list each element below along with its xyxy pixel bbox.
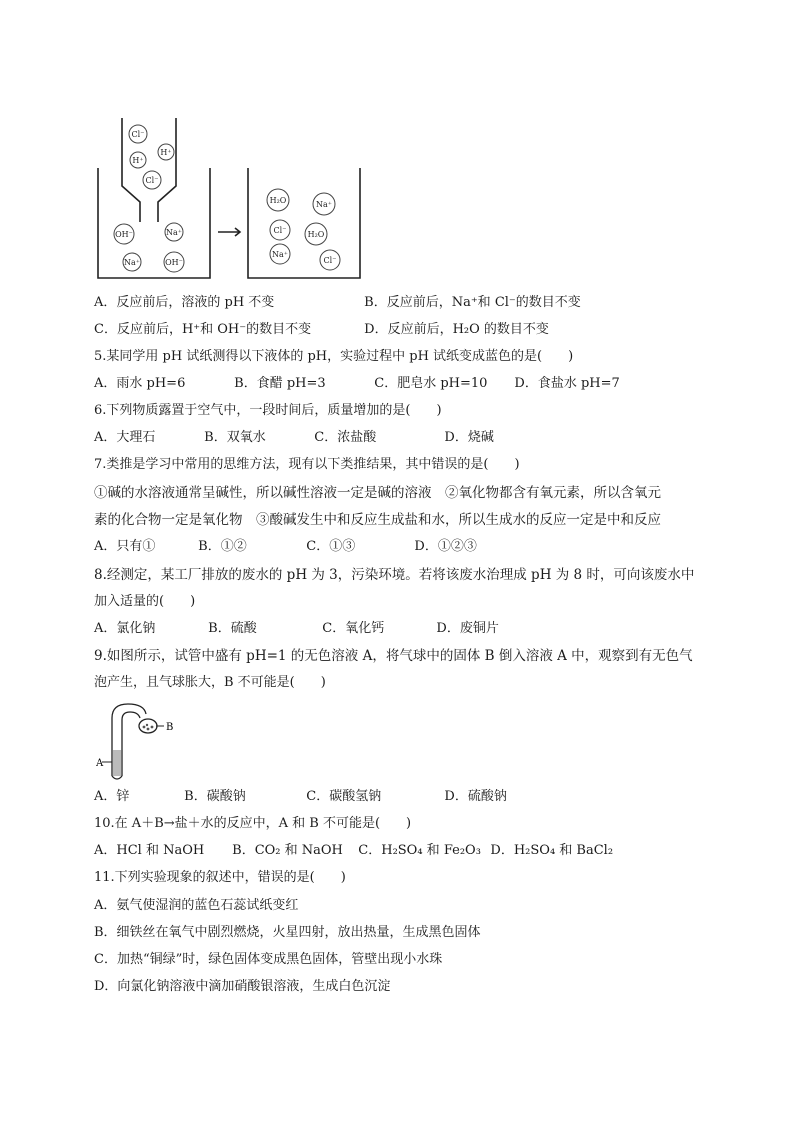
dropper — [122, 118, 176, 222]
ion-label: OH⁻ — [115, 230, 133, 239]
q9-option-d: D．硫酸钠 — [444, 789, 507, 804]
q5-option-d: D．食盐水 pH=7 — [514, 376, 620, 391]
q4-options-row2 — [94, 321, 549, 339]
ion-label: Cl⁻ — [273, 226, 287, 235]
q4-option-d: D．反应前后，H₂O 的数目不变 — [364, 322, 549, 337]
ion-label: Na⁺ — [166, 228, 182, 237]
q8-stem-line1: 8.经测定，某工厂排放的废水的 pH 为 3，污染环境。若将该废水治理成 pH 为 8 时，可向该废水中 — [94, 567, 695, 583]
label-a: A — [96, 758, 104, 769]
ion-label: H₂O — [269, 196, 287, 205]
q7-stem: 7.类推是学习中常用的思维方法，现有以下类推结果，其中错误的是( ) — [94, 457, 520, 472]
q10-option-b: B．CO₂ 和 NaOH — [232, 843, 343, 858]
q7-option-a: A．只有① — [94, 539, 156, 554]
q6-option-b: B．双氧水 — [204, 430, 266, 445]
ion-label: Cl⁻ — [131, 130, 145, 139]
q9-option-b: B．碳酸钠 — [184, 789, 246, 804]
q5-stem: 5.某同学用 pH 试纸测得以下液体的 pH，实验过程中 pH 试纸变成蓝色的是( ) — [94, 349, 574, 364]
q7-options — [94, 538, 477, 556]
q5-option-b: B．食醋 pH=3 — [234, 376, 326, 391]
q9-stem-line1: 9.如图所示，试管中盛有 pH=1 的无色溶液 A，将气球中的固体 B 倒入溶液 A 中，观察到有无色气 — [94, 648, 693, 664]
q9-option-c: C．碳酸氢钠 — [306, 789, 382, 804]
q6-options — [94, 429, 494, 447]
q11-option-c: C．加热“铜绿”时，绿色固体变成黑色固体，管壁出现小水珠 — [94, 952, 443, 967]
q6-option-c: C．浓盐酸 — [314, 430, 377, 445]
q7-option-c: C．①③ — [306, 539, 356, 554]
q11-option-d: D．向氯化钠溶液中滴加硝酸银溶液，生成白色沉淀 — [94, 979, 391, 994]
test-tube-bottom — [112, 776, 122, 779]
q10-option-c: C．H₂SO₄ 和 Fe₂O₃ — [358, 843, 481, 858]
ion-label: Na⁺ — [272, 250, 288, 259]
q6-stem: 6.下列物质露置于空气中，一段时间后，质量增加的是( ) — [94, 403, 442, 418]
q7-option-b: B．①② — [198, 539, 247, 554]
q10-option-d: D．H₂SO₄ 和 BaCl₂ — [490, 843, 614, 858]
q5-options — [94, 375, 620, 393]
q10-option-a: A．HCl 和 NaOH — [94, 843, 205, 858]
q9-stem-line2: 泡产生，且气球胀大，B 不可能是( ) — [94, 675, 326, 690]
q8-option-b: B．硫酸 — [208, 621, 257, 636]
q8-option-c: C．氧化钙 — [322, 621, 385, 636]
label-b: B — [166, 722, 174, 733]
solution-a — [113, 750, 121, 776]
q5-option-a: A．雨水 pH=6 — [94, 376, 186, 391]
ion-label: Cl⁻ — [323, 256, 337, 265]
q10-stem: 10.在 A＋B→盐＋水的反应中，A 和 B 不可能是( ) — [94, 816, 412, 831]
q8-option-d: D．废铜片 — [436, 621, 499, 636]
q4-option-c: C．反应前后，H⁺和 OH⁻的数目不变 — [94, 322, 312, 337]
q7-statement-line2: 素的化合物一定是氧化物 ③酸碱发生中和反应生成盐和水，所以生成水的反应一定是中和反应 — [94, 512, 661, 528]
q11-stem: 11.下列实验现象的叙述中，错误的是( ) — [94, 870, 346, 885]
q7-statement-line1: ①碱的水溶液通常呈碱性，所以碱性溶液一定是碱的溶液 ②氧化物都含有氧元素，所以含氧元 — [94, 485, 661, 501]
ion-label: H⁺ — [160, 148, 172, 157]
q5-option-c: C．肥皂水 pH=10 — [374, 376, 488, 391]
q8-stem-line2: 加入适量的( ) — [94, 594, 196, 609]
neutralization-diagram — [94, 118, 374, 284]
q7-option-d: D．①②③ — [414, 539, 477, 554]
arrow — [218, 228, 240, 236]
q10-options — [94, 842, 613, 860]
ion-label: Na⁺ — [316, 200, 332, 209]
test-tube-balloon-diagram — [96, 700, 186, 782]
q8-options — [94, 620, 499, 638]
q9-options — [94, 788, 507, 806]
q11-option-b: B．细铁丝在氧气中剧烈燃烧，火星四射，放出热量，生成黑色固体 — [94, 925, 481, 940]
ion-label: OH⁻ — [165, 258, 183, 267]
q4-option-b: B．反应前后，Na⁺和 Cl⁻的数目不变 — [364, 295, 581, 310]
q8-option-a: A．氯化钠 — [94, 621, 156, 636]
q11-option-a: A．氨气使湿润的蓝色石蕊试纸变红 — [94, 898, 299, 913]
right-beaker — [248, 168, 360, 278]
q6-option-a: A．大理石 — [94, 430, 156, 445]
ion-label: Cl⁻ — [145, 176, 159, 185]
q4-option-a: A．反应前后，溶液的 pH 不变 — [94, 295, 275, 310]
q9-option-a: A．锌 — [94, 789, 130, 804]
q4-options-row1 — [94, 294, 581, 312]
balloon — [139, 719, 157, 733]
q6-option-d: D．烧碱 — [444, 430, 494, 445]
ion-label: Na⁺ — [124, 258, 140, 267]
ion-label: H₂O — [307, 230, 325, 239]
ion-label: H⁺ — [132, 156, 144, 165]
